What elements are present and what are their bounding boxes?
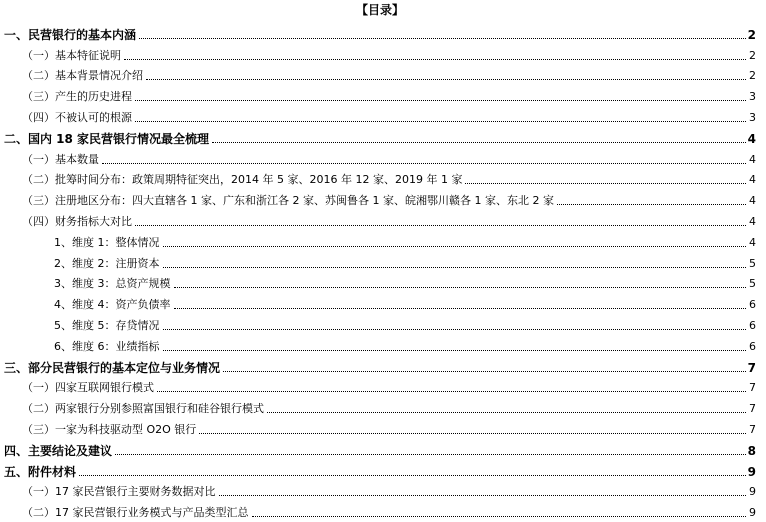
- toc-dot-leader: [135, 99, 746, 101]
- toc-entry-text[interactable]: 1、维度 1：整体情况: [54, 235, 160, 249]
- toc-entry-text[interactable]: （三）注册地区分布：四大直辖各 1 家、广东和浙江各 2 家、苏闽鲁各 1 家、皖湘鄂川赣各 1 家、东北 2 家: [22, 194, 554, 208]
- toc-page-number[interactable]: 4: [749, 173, 756, 187]
- toc-dot-leader: [102, 162, 746, 164]
- toc-entry-text[interactable]: （二）17 家民营银行业务模式与产品类型汇总: [22, 506, 249, 520]
- toc-entry[interactable]: [4, 187, 756, 208]
- toc-entry-text[interactable]: （四）财务指标大对比: [22, 214, 132, 228]
- toc-entry-text[interactable]: （一）基本特征说明: [22, 48, 121, 62]
- toc-page-number[interactable]: 9: [749, 485, 756, 499]
- toc-entry-text[interactable]: （二）批筹时间分布：政策周期特征突出，2014 年 5 家、2016 年 12 家、2019 年 1 家: [22, 173, 463, 187]
- toc-dot-leader: [163, 245, 747, 247]
- toc-dot-leader: [163, 328, 747, 330]
- toc-entry-text[interactable]: 二、国内 18 家民营银行情况最全梳理: [4, 131, 210, 146]
- toc-dot-leader: [557, 203, 746, 205]
- toc-entry[interactable]: [4, 146, 756, 167]
- toc-entry[interactable]: [4, 125, 756, 146]
- toc-page-number[interactable]: 2: [749, 48, 756, 62]
- toc-dot-leader: [135, 120, 746, 122]
- toc-entry-text[interactable]: （二）两家银行分别参照富国银行和硅谷银行模式: [22, 402, 264, 416]
- toc-entry[interactable]: [4, 375, 756, 396]
- toc-dot-leader: [135, 224, 746, 226]
- toc-page-number[interactable]: 2: [747, 27, 756, 42]
- toc-entry-text[interactable]: 三、部分民营银行的基本定位与业务情况: [4, 360, 221, 375]
- toc-entry[interactable]: [4, 208, 756, 229]
- toc-entry[interactable]: [4, 104, 756, 125]
- toc-dot-leader: [465, 182, 746, 184]
- toc-entry-text[interactable]: 2、维度 2：注册资本: [54, 256, 160, 270]
- toc-entry[interactable]: [4, 21, 756, 42]
- toc-entry[interactable]: [4, 167, 756, 188]
- toc-page-number[interactable]: 4: [747, 131, 756, 146]
- toc-dot-leader: [146, 78, 746, 80]
- toc-entry[interactable]: [4, 271, 756, 292]
- toc-entry[interactable]: [4, 312, 756, 333]
- toc-page-number[interactable]: 7: [749, 422, 756, 436]
- toc-page-number[interactable]: 6: [749, 298, 756, 312]
- toc-entry[interactable]: [4, 354, 756, 375]
- toc-entry-text[interactable]: 6、维度 6：业绩指标: [54, 339, 160, 353]
- toc-entry-text[interactable]: （二）基本背景情况介绍: [22, 69, 143, 83]
- toc-dot-leader: [223, 370, 746, 372]
- toc-dot-leader: [124, 58, 746, 60]
- toc-dot-leader: [174, 307, 747, 309]
- toc-dot-leader: [163, 349, 747, 351]
- toc-page-number[interactable]: 3: [749, 110, 756, 124]
- toc-page-number[interactable]: 4: [749, 214, 756, 228]
- toc-entry-text[interactable]: 四、主要结论及建议: [4, 443, 113, 458]
- toc-dot-leader: [115, 453, 746, 455]
- toc-entry[interactable]: [4, 437, 756, 458]
- toc-page-number[interactable]: 5: [749, 277, 756, 291]
- toc-dot-leader: [252, 515, 747, 517]
- toc-dot-leader: [267, 411, 746, 413]
- toc-page-number[interactable]: 9: [747, 464, 756, 479]
- toc-entry[interactable]: [4, 416, 756, 437]
- toc-page-number[interactable]: 2: [749, 69, 756, 83]
- toc-entry-text[interactable]: 5、维度 5：存贷情况: [54, 318, 160, 332]
- toc-dot-leader: [79, 474, 746, 476]
- toc-entry[interactable]: [4, 229, 756, 250]
- toc-page-number[interactable]: 4: [749, 235, 756, 249]
- toc-entry-text[interactable]: 一、民营银行的基本内涵: [4, 27, 137, 42]
- toc-page-number[interactable]: 9: [749, 506, 756, 520]
- toc-entry[interactable]: [4, 333, 756, 354]
- toc-entry-text[interactable]: （一）17 家民营银行主要财务数据对比: [22, 485, 216, 499]
- toc-entry[interactable]: [4, 250, 756, 271]
- toc-entry[interactable]: [4, 499, 756, 520]
- toc-entry[interactable]: [4, 83, 756, 104]
- toc-page-number[interactable]: 4: [749, 194, 756, 208]
- toc-page-number[interactable]: 3: [749, 90, 756, 104]
- toc-dot-leader: [199, 432, 746, 434]
- toc-dot-leader: [163, 266, 747, 268]
- toc-dot-leader: [212, 141, 746, 143]
- toc-entry[interactable]: [4, 458, 756, 479]
- toc-entry[interactable]: [4, 42, 756, 63]
- toc-entry[interactable]: [4, 395, 756, 416]
- toc-entry-text[interactable]: （一）四家互联网银行模式: [22, 381, 154, 395]
- toc-entry[interactable]: [4, 291, 756, 312]
- toc-page-number[interactable]: 6: [749, 339, 756, 353]
- toc-page-number[interactable]: 7: [747, 360, 756, 375]
- toc-dot-leader: [157, 390, 746, 392]
- toc-dot-leader: [219, 494, 747, 496]
- toc-dot-leader: [174, 286, 747, 288]
- toc-page-number[interactable]: 4: [749, 152, 756, 166]
- toc-entry-text[interactable]: （一）基本数量: [22, 152, 99, 166]
- toc-page-number[interactable]: 5: [749, 256, 756, 270]
- toc-entry-text[interactable]: 3、维度 3：总资产规模: [54, 277, 171, 291]
- toc-entry-text[interactable]: 4、维度 4：资产负债率: [54, 298, 171, 312]
- toc-entry[interactable]: [4, 63, 756, 84]
- toc-entry-text[interactable]: （四）不被认可的根源: [22, 110, 132, 124]
- toc-entry-text[interactable]: 五、附件材料: [4, 464, 77, 479]
- toc-page-number[interactable]: 7: [749, 381, 756, 395]
- toc-dot-leader: [139, 37, 746, 39]
- toc-title: 【目录】: [355, 3, 404, 17]
- toc-page-number[interactable]: 8: [747, 443, 756, 458]
- toc-entry-text[interactable]: （三）产生的历史进程: [22, 90, 132, 104]
- toc-entry[interactable]: [4, 479, 756, 500]
- toc-page-number[interactable]: 6: [749, 318, 756, 332]
- toc-page-number[interactable]: 7: [749, 402, 756, 416]
- toc-list: [4, 21, 756, 520]
- toc-entry-text[interactable]: （三）一家为科技驱动型 O2O 银行: [22, 422, 197, 436]
